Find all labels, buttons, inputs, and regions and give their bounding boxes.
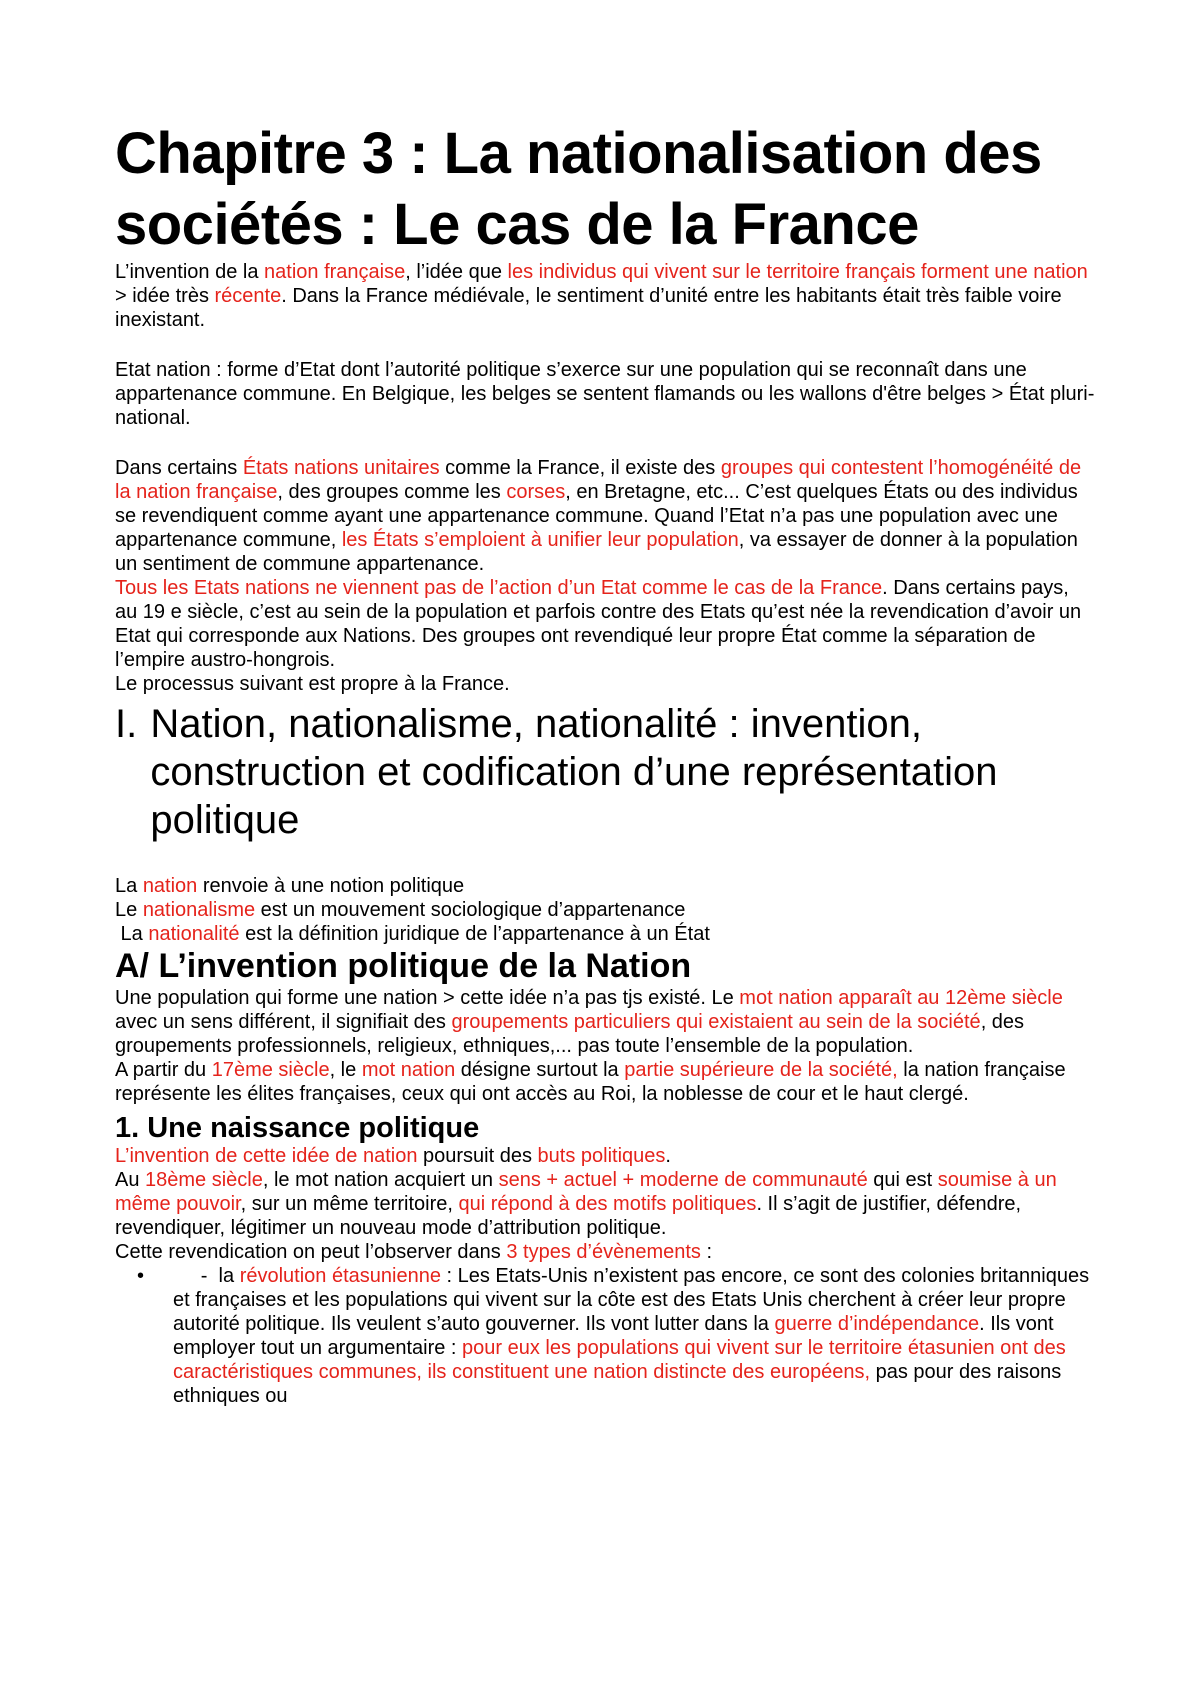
highlight: qui répond à des motifs politiques <box>458 1193 757 1215</box>
definition-line: La nationalité est la définition juridique de l’appartenance à un État <box>115 923 710 945</box>
paragraph-political-goals: L’invention de cette idée de nation poursuit des buts politiques. <box>115 1145 671 1167</box>
page-title: Chapitre 3 : La nationalisation des sociétés : Le cas de la France <box>115 121 1042 257</box>
highlight: nation française <box>264 261 406 283</box>
list-item <box>115 1264 1095 1408</box>
spacer <box>115 332 1095 358</box>
document-page <box>115 118 1095 1408</box>
subsection-title-a: A/ L’invention politique de la Nation <box>115 947 692 985</box>
highlight: buts politiques <box>537 1145 666 1167</box>
highlight: pour eux les populations qui vivent sur le territoire étasunien ont des caractéristiques communes, ils constituent une nation distincte des européens, <box>173 1337 1066 1383</box>
spacer <box>115 430 1095 456</box>
section-number: I. <box>115 702 138 746</box>
highlight: nationalité <box>148 923 240 945</box>
highlight: récente <box>214 285 282 307</box>
paragraph-word-origin: Une population qui forme une nation > cette idée n’a pas tjs existé. Le mot nation apparaît au 12ème siècle avec un sens différent, il signifiait des groupements particuliers qui existaient au sein de la société, des groupements professionnels, religieux, ethniques,... pas toute l’ensemble de la population. <box>115 987 1063 1057</box>
bullet-list <box>115 1264 1095 1408</box>
intro-paragraph: L’invention de la nation française, l’idée que les individus qui vivent sur le territoire français forment une nation > idée très récente. Dans la France médiévale, le sentiment d’unité entre les habitants était très faible voire inexistant. <box>115 261 1088 331</box>
definition-line: La nation renvoie à une notion politique <box>115 875 465 897</box>
paragraph-18th-century: Au 18ème siècle, le mot nation acquiert un sens + actuel + moderne de communauté qui est soumise à un même pouvoir, sur un même territoire, qui répond à des motifs politiques. Il s’agit de justifier, défendre, revendiquer, légitimer un nouveau mode d’attribution politique. <box>115 1169 1057 1239</box>
paragraph-three-events: Cette revendication on peut l’observer dans 3 types d’évènements : <box>115 1241 713 1263</box>
highlight: 18ème siècle <box>145 1169 263 1191</box>
highlight: soumise à un même pouvoir <box>115 1169 1057 1215</box>
highlight: groupes qui contestent l’homogénéité de la nation française <box>115 457 1082 503</box>
highlight: États nations unitaires <box>242 457 440 479</box>
highlight: les individus qui vivent sur le territoire français forment une nation <box>507 261 1088 283</box>
highlight: Tous les Etats nations ne viennent pas de l’action d’un Etat comme le cas de la France <box>115 577 883 599</box>
etat-nation-definition: Etat nation : forme d’Etat dont l’autorité politique s’exerce sur une population qui se reconnaît dans une appartenance commune. En Belgique, les belges se sentent flamands ou les wallons d'être belges > État pluri-national. <box>115 359 1095 429</box>
paragraph-unitary-states: Dans certains États nations unitaires comme la France, il existe des groupes qui contestent l’homogénéité de la nation française, des groupes comme les corses, en Bretagne, etc... C’est quelques États ou des individus se revendiquent comme ayant une appartenance commune. Quand l’Etat n’a pas une population avec une appartenance commune, les États s’emploient à unifier leur population, va essayer de donner à la population un sentiment de commune appartenance. <box>115 457 1082 575</box>
highlight: 17ème siècle <box>211 1059 330 1081</box>
highlight: L’invention de cette idée de nation <box>115 1145 418 1167</box>
highlight: groupements particuliers qui existaient au sein de la société <box>451 1011 981 1033</box>
highlight: 3 types d’évènements <box>506 1241 701 1263</box>
section-heading-1 <box>115 700 1095 844</box>
spacer <box>115 844 1095 874</box>
highlight: mot nation apparaît au 12ème siècle <box>739 987 1063 1009</box>
list-item-text: - la révolution étasunienne : Les Etats-Unis n’existent pas encore, ce sont des colonies britanniques et françaises et les populations qui vivent sur la côte est des Etats Unis cherchent à créer leur propre autorité politique. Ils veulent s’auto gouverner. Ils vont lutter dans la guerre d’indépendance. Ils vont employer tout un argumentaire : pour eux les populations qui vivent sur le territoire étasunien ont des caractéristiques communes, ils constituent une nation distincte des européens, pas pour des raisons ethniques ou <box>173 1265 1090 1407</box>
paragraph-nation-states: Tous les Etats nations ne viennent pas de l’action d’un Etat comme le cas de la France. Dans certains pays, au 19 e siècle, c’est au sein de la population et parfois contre des Etats qu’est née la revendication d’avoir un Etat qui corresponde aux Nations. Des groupes ont revendiqué leur propre État comme la séparation de l’empire austro-hongrois. <box>115 577 1082 671</box>
paragraph-process: Le processus suivant est propre à la France. <box>115 673 510 695</box>
bullet-icon: • <box>137 1265 145 1287</box>
highlight: les États s’emploient à unifier leur population <box>341 529 739 551</box>
highlight: nationalisme <box>142 899 256 921</box>
highlight: mot nation <box>361 1059 456 1081</box>
highlight: partie supérieure de la société, <box>624 1059 898 1081</box>
section-title: Nation, nationalisme, nationalité : invention, construction et codification d’une représentation politique <box>150 702 998 842</box>
highlight: nation <box>142 875 198 897</box>
subsection-title-1: 1. Une naissance politique <box>115 1112 480 1144</box>
highlight: corses <box>506 481 566 503</box>
paragraph-17th-century: A partir du 17ème siècle, le mot nation désigne surtout la partie supérieure de la société, la nation française représente les élites françaises, ceux qui ont accès au Roi, la noblesse de cour et le haut clergé. <box>115 1059 1066 1105</box>
definition-line: Le nationalisme est un mouvement sociologique d’appartenance <box>115 899 686 921</box>
highlight: sens + actuel + moderne de communauté <box>498 1169 868 1191</box>
highlight: révolution étasunienne <box>239 1265 441 1287</box>
highlight: guerre d’indépendance <box>774 1313 980 1335</box>
